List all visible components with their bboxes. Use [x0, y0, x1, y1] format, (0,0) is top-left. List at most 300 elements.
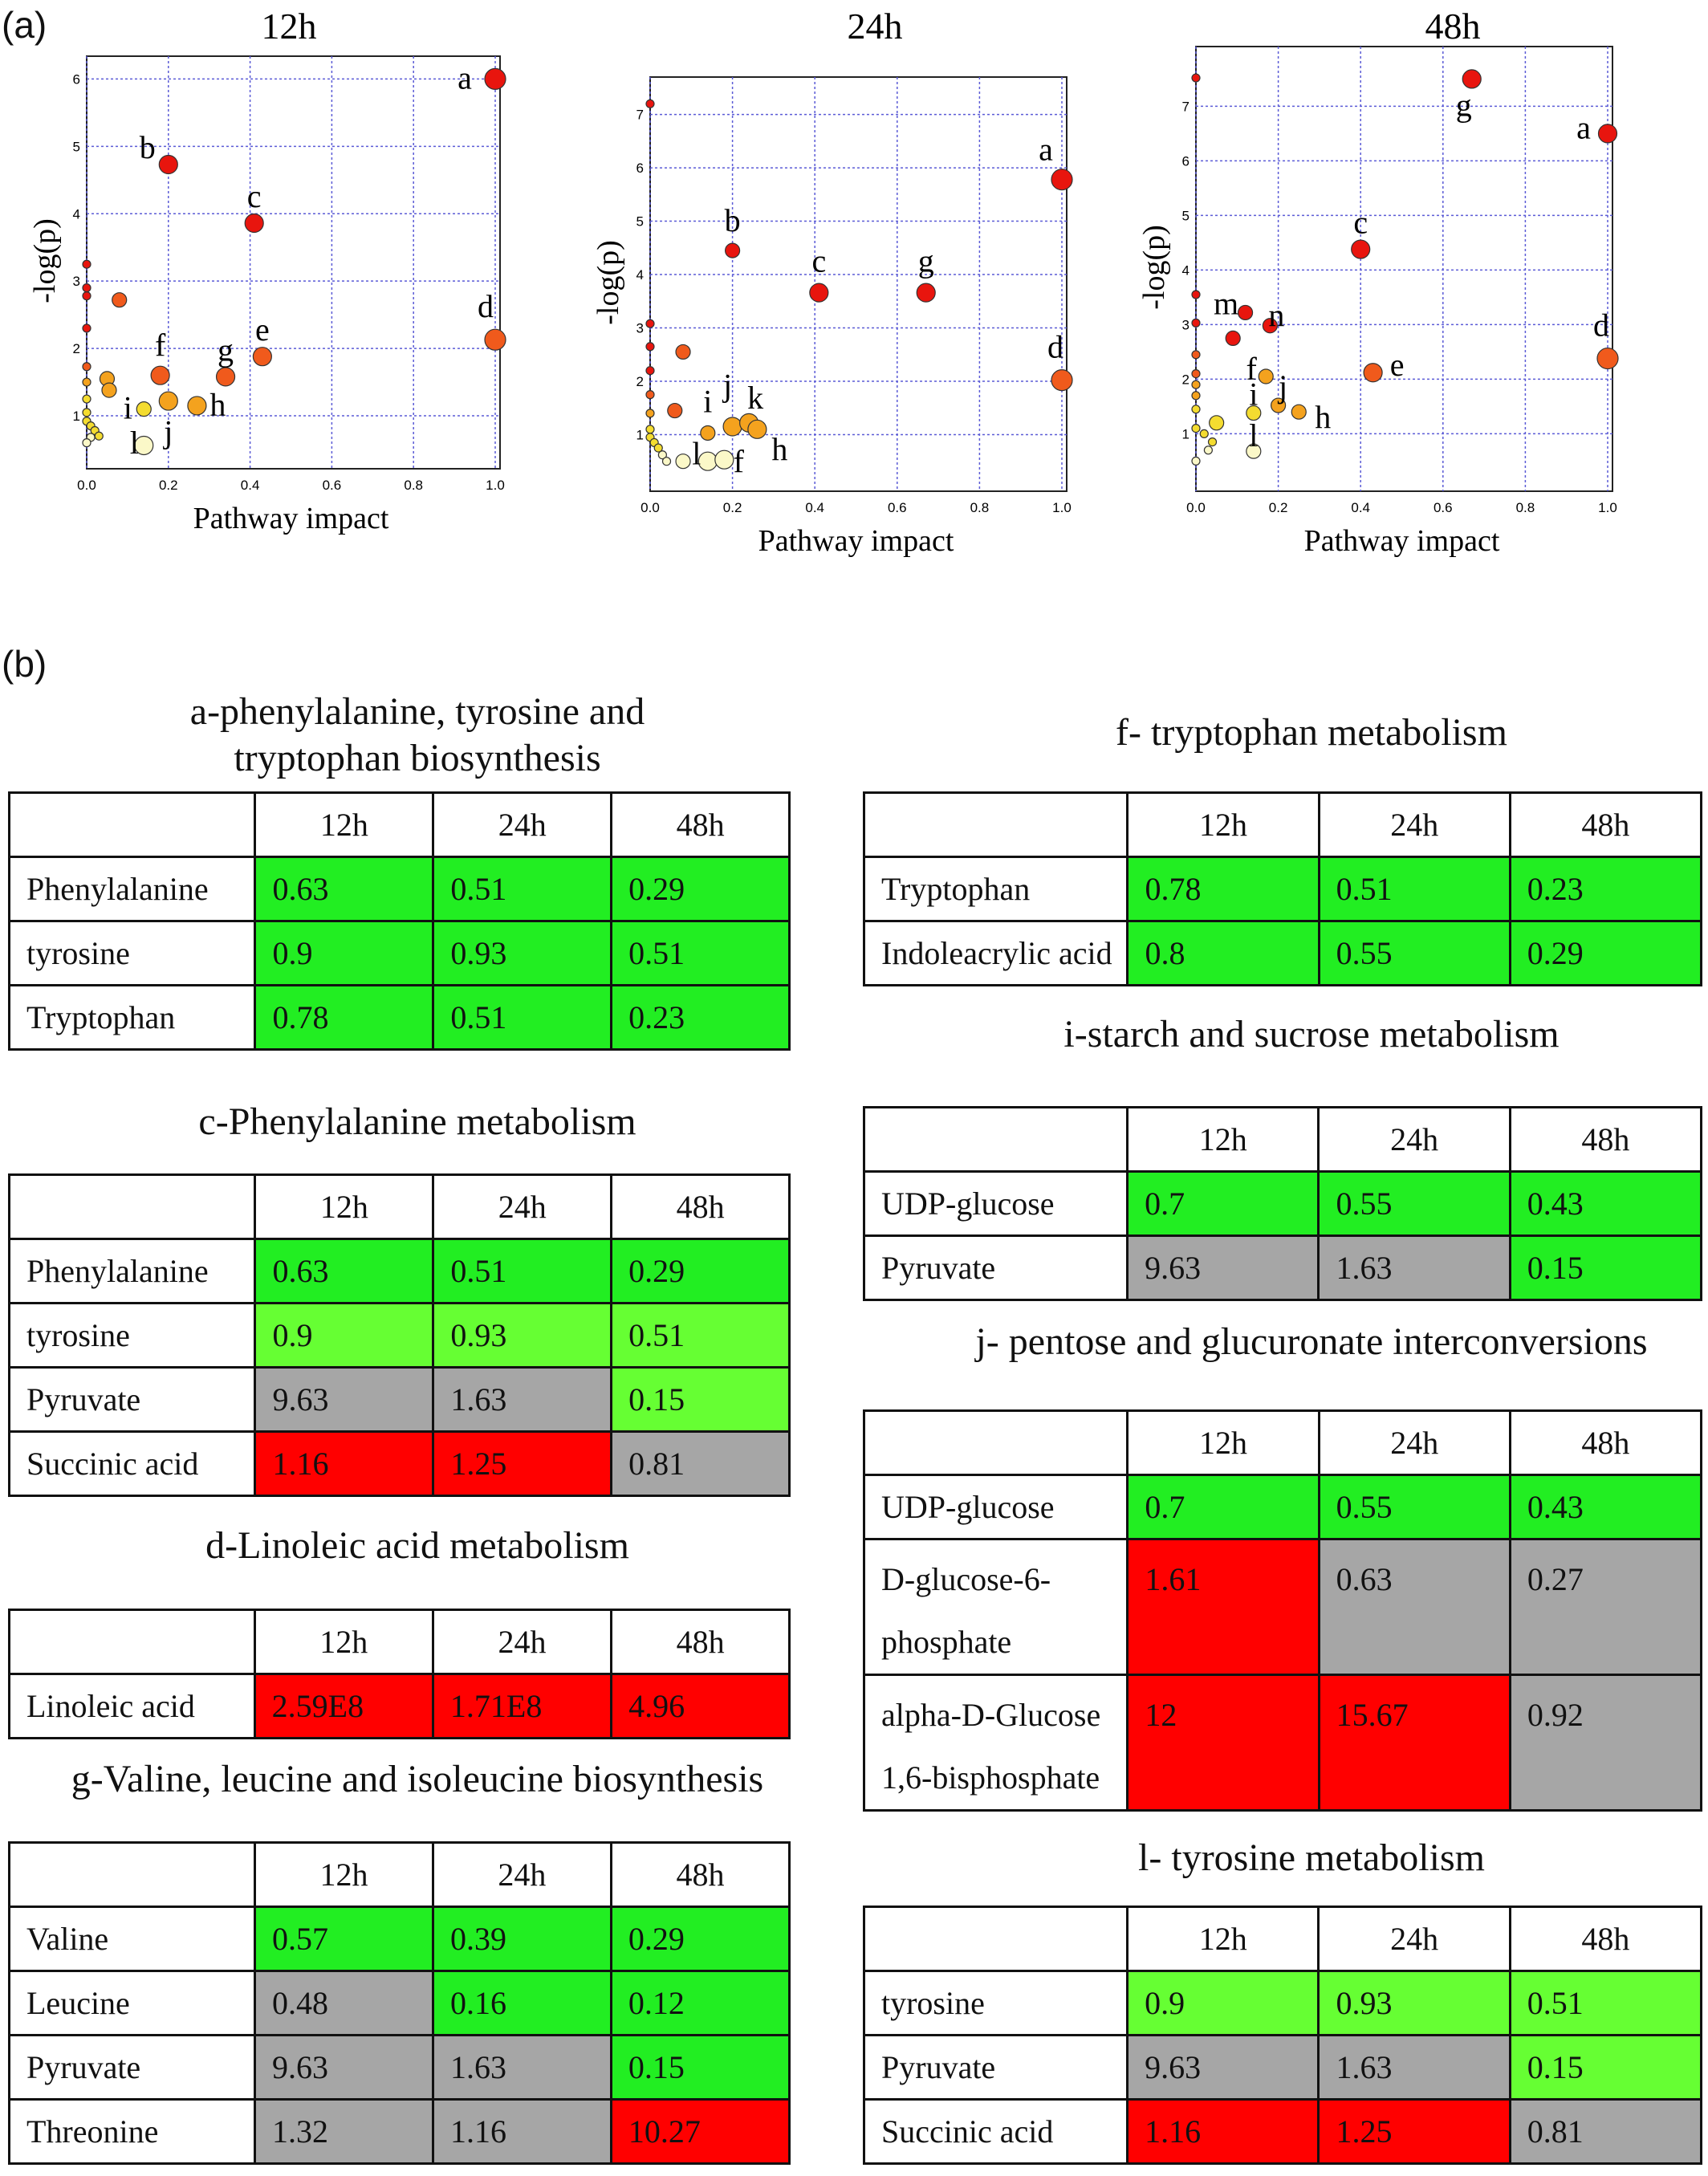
metabolite-name-line: Indoleacrylic acid — [881, 935, 1112, 971]
table-row — [864, 1675, 1702, 1811]
data-point — [1597, 348, 1618, 369]
table-title — [886, 1011, 1708, 1058]
table-header-row — [864, 793, 1702, 857]
metabolite-name-line: Pyruvate — [26, 1381, 141, 1417]
metabolite-name — [10, 986, 255, 1050]
y-tick-label: 1 — [1181, 426, 1190, 442]
fold-change-cell: 0.15 — [611, 2036, 789, 2100]
y-tick-label: 5 — [1181, 208, 1190, 224]
metabolite-name — [864, 1172, 1128, 1236]
table-title — [0, 1756, 843, 1803]
fold-change-cell: 0.12 — [611, 1971, 789, 2036]
fold-change-cell: 0.43 — [1510, 1475, 1701, 1539]
fold-change-cell: 0.57 — [255, 1907, 433, 1971]
fold-change-cell: 0.15 — [1510, 2036, 1701, 2100]
header-empty-cell — [10, 1843, 255, 1907]
fold-change-cell: 0.93 — [1319, 1971, 1510, 2036]
x-axis-label: Pathway impact — [1303, 524, 1500, 558]
table-row — [10, 1239, 790, 1304]
fold-change-cell: 0.55 — [1319, 921, 1510, 986]
fold-change-cell: 0.9 — [255, 1304, 433, 1368]
column-header: 48h — [1510, 1907, 1701, 1971]
table-title — [0, 689, 843, 782]
table-row — [864, 1172, 1702, 1236]
data-point — [646, 367, 654, 375]
metabolite-name-line: Pyruvate — [26, 2049, 141, 2085]
data-point — [1226, 331, 1240, 345]
metabolite-name — [10, 1674, 255, 1739]
y-tick-label: 4 — [636, 267, 644, 283]
y-tick-label: 7 — [636, 107, 644, 123]
fold-change-cell: 0.78 — [255, 986, 433, 1050]
table-title — [886, 1835, 1708, 1881]
table-row — [864, 2100, 1702, 2164]
fold-change-cell: 15.67 — [1319, 1675, 1510, 1811]
table-header-row — [10, 1843, 790, 1907]
data-point — [83, 292, 91, 300]
y-tick-label: 5 — [72, 139, 80, 155]
fold-change-cell: 0.63 — [1319, 1539, 1510, 1675]
data-point — [1209, 438, 1217, 446]
chart-title: 48h — [1425, 6, 1481, 47]
metabolite-name-line: tyrosine — [26, 935, 130, 971]
fold-change-cell: 0.81 — [1510, 2100, 1701, 2164]
column-header: 12h — [1128, 1108, 1319, 1172]
table-row — [10, 857, 790, 921]
data-point — [646, 319, 654, 327]
fold-change-cell: 0.63 — [255, 1239, 433, 1304]
x-tick-label: 0.8 — [1515, 500, 1535, 515]
y-axis-label: -log(p) — [592, 240, 625, 325]
data-point — [485, 68, 506, 89]
table-row — [864, 1971, 1702, 2036]
fold-change-cell: 0.55 — [1319, 1172, 1510, 1236]
data-point — [112, 293, 127, 307]
data-point — [1051, 169, 1072, 190]
y-tick-label: 6 — [636, 161, 644, 177]
table-header-row — [10, 1175, 790, 1239]
point-label: l — [1249, 417, 1259, 454]
y-tick-label: 6 — [72, 71, 80, 87]
fold-change-cell: 9.63 — [255, 2036, 433, 2100]
metabolite-name — [10, 2036, 255, 2100]
fold-change-cell: 0.23 — [1510, 857, 1701, 921]
header-empty-cell — [10, 1175, 255, 1239]
point-label: a — [1576, 109, 1591, 146]
metabolite-name-line: tyrosine — [26, 1317, 130, 1353]
column-header: 48h — [612, 1175, 790, 1239]
point-label: e — [254, 311, 270, 348]
pathway-impact-scatter-plots — [0, 0, 1708, 610]
chart-title: 24h — [847, 6, 903, 47]
data-point — [83, 260, 91, 268]
column-header: 24h — [433, 1610, 611, 1674]
data-point — [646, 343, 654, 351]
fold-change-cell: 1.71E8 — [433, 1674, 611, 1739]
metabolite-name — [864, 1236, 1128, 1300]
panel-b-label: (b) — [2, 643, 47, 685]
x-tick-label: 0.0 — [77, 478, 96, 493]
metabolite-name-line: Leucine — [26, 1985, 130, 2021]
table-title — [0, 1523, 843, 1569]
point-label: f — [1246, 351, 1257, 387]
fold-change-cell: 0.63 — [255, 857, 433, 921]
data-point — [1192, 405, 1200, 413]
fold-change-cell: 1.16 — [1128, 2100, 1319, 2164]
data-point — [715, 450, 734, 469]
point-label: k — [747, 379, 764, 416]
pathway-table — [8, 1173, 791, 1497]
table-header-row — [864, 1108, 1702, 1172]
data-point — [83, 284, 91, 292]
data-point — [83, 409, 91, 417]
y-tick-label: 2 — [636, 373, 644, 389]
y-tick-label: 3 — [1181, 317, 1190, 333]
point-label: h — [1315, 399, 1332, 436]
data-point — [1364, 364, 1382, 382]
y-axis-label: -log(p) — [1137, 225, 1171, 310]
data-point — [151, 366, 169, 384]
metabolite-name — [10, 2100, 255, 2164]
y-tick-label: 2 — [1181, 372, 1190, 388]
data-point — [1192, 74, 1200, 82]
metabolite-name — [864, 1539, 1128, 1675]
y-tick-label: 1 — [636, 427, 644, 443]
point-label: a — [458, 59, 472, 96]
metabolite-name-line: Tryptophan — [881, 871, 1031, 907]
fold-change-cell: 2.59E8 — [254, 1674, 433, 1739]
fold-change-cell: 0.15 — [612, 1368, 790, 1432]
data-point — [1192, 351, 1200, 359]
pathway-table — [863, 1906, 1702, 2165]
fold-change-cell: 0.51 — [612, 921, 790, 986]
fold-change-cell: 12 — [1128, 1675, 1319, 1811]
table-row — [10, 2036, 790, 2100]
table-row — [10, 1304, 790, 1368]
plot-frame — [1196, 47, 1612, 491]
table-row — [864, 1236, 1702, 1300]
data-point — [245, 214, 263, 233]
column-header: 12h — [1128, 1907, 1319, 1971]
table-title-line: i-starch and sucrose metabolism — [1063, 1013, 1560, 1055]
x-tick-label: 0.8 — [404, 478, 424, 493]
x-tick-label: 1.0 — [1052, 500, 1072, 515]
fold-change-cell: 10.27 — [611, 2100, 789, 2164]
fold-change-cell: 1.25 — [1319, 2100, 1510, 2164]
x-tick-label: 0.8 — [970, 500, 990, 515]
y-tick-label: 3 — [72, 274, 80, 290]
y-tick-label: 2 — [72, 341, 80, 357]
x-tick-label: 0.0 — [640, 500, 660, 515]
fold-change-cell: 9.63 — [255, 1368, 433, 1432]
y-tick-label: 5 — [636, 214, 644, 230]
table-header-row — [864, 1411, 1702, 1475]
metabolite-name-line: Linoleic acid — [26, 1688, 195, 1724]
point-label: n — [1268, 296, 1285, 333]
data-point — [1192, 291, 1200, 299]
data-point — [83, 324, 91, 332]
fold-change-cell: 0.29 — [1510, 921, 1701, 986]
data-point — [83, 395, 91, 403]
data-point — [95, 432, 103, 440]
data-point — [102, 383, 116, 397]
fold-change-cell: 1.16 — [255, 1432, 433, 1496]
point-label: e — [1389, 347, 1405, 384]
point-label: g — [218, 331, 234, 368]
fold-change-cell: 9.63 — [1128, 2036, 1319, 2100]
fold-change-cell: 1.63 — [433, 2036, 611, 2100]
fold-change-cell: 0.9 — [255, 921, 433, 986]
fold-change-cell: 0.7 — [1128, 1172, 1319, 1236]
fold-change-cell: 1.16 — [433, 2100, 611, 2164]
fold-change-cell: 0.39 — [433, 1907, 611, 1971]
column-header: 12h — [1128, 1411, 1319, 1475]
metabolite-name — [10, 1239, 255, 1304]
x-tick-label: 0.2 — [158, 478, 178, 493]
data-point — [1192, 319, 1200, 327]
metabolite-name — [864, 1675, 1128, 1811]
table-title-line: a-phenylalanine, tyrosine and — [189, 690, 645, 733]
data-point — [646, 391, 654, 399]
data-point — [159, 155, 177, 173]
data-point — [1192, 425, 1200, 433]
table-row — [864, 857, 1702, 921]
table-row — [864, 1539, 1702, 1675]
table-row — [10, 986, 790, 1050]
pathway-table — [8, 1609, 791, 1739]
table-header-row — [864, 1907, 1702, 1971]
x-tick-label: 0.2 — [1268, 500, 1288, 515]
table-row — [10, 1432, 790, 1496]
point-label: d — [1047, 328, 1063, 365]
y-tick-label: 6 — [1181, 153, 1190, 169]
fold-change-cell: 0.51 — [1510, 1971, 1701, 2036]
column-header: 24h — [433, 793, 612, 857]
fold-change-cell: 0.78 — [1128, 857, 1319, 921]
metabolite-name-line: phosphate — [881, 1624, 1012, 1660]
table-row — [10, 1674, 790, 1739]
data-point — [136, 402, 151, 417]
fold-change-cell: 0.23 — [612, 986, 790, 1050]
point-label: i — [123, 389, 132, 426]
column-header: 24h — [1319, 1907, 1510, 1971]
column-header: 12h — [255, 1843, 433, 1907]
column-header: 48h — [1510, 1108, 1701, 1172]
pathway-table — [863, 791, 1702, 986]
column-header: 48h — [1510, 793, 1701, 857]
metabolite-name — [10, 1907, 255, 1971]
point-label: m — [1213, 285, 1239, 322]
fold-change-cell: 1.63 — [1319, 1236, 1510, 1300]
table-title — [886, 710, 1708, 756]
table-row — [864, 1475, 1702, 1539]
fold-change-cell: 0.51 — [433, 857, 612, 921]
metabolite-name — [10, 1368, 255, 1432]
table-row — [864, 2036, 1702, 2100]
data-point — [1051, 370, 1072, 391]
x-tick-label: 0.2 — [722, 500, 742, 515]
x-tick-label: 0.6 — [887, 500, 907, 515]
fold-change-cell: 0.43 — [1510, 1172, 1701, 1236]
scatter-chart-12h — [28, 6, 506, 535]
data-point — [1462, 70, 1481, 88]
point-label: b — [139, 128, 156, 165]
fold-change-cell: 1.32 — [255, 2100, 433, 2164]
data-point — [676, 454, 690, 469]
data-point — [1352, 240, 1370, 258]
table-title-line: f- tryptophan metabolism — [1116, 711, 1507, 754]
point-label: d — [478, 288, 494, 325]
fold-change-cell: 1.63 — [1319, 2036, 1510, 2100]
data-point — [1192, 457, 1200, 465]
metabolite-name-line: alpha-D-Glucose — [881, 1697, 1101, 1733]
point-label: h — [771, 430, 788, 467]
y-tick-label: 7 — [1181, 99, 1190, 115]
metabolite-name-line: Pyruvate — [881, 1250, 996, 1286]
y-tick-label: 1 — [72, 409, 80, 425]
data-point — [485, 329, 506, 350]
y-axis-label: -log(p) — [28, 218, 62, 303]
data-point — [810, 283, 828, 302]
data-point — [917, 283, 935, 302]
data-point — [1204, 446, 1212, 454]
data-point — [159, 392, 177, 410]
column-header: 24h — [433, 1843, 611, 1907]
table-row — [10, 1368, 790, 1432]
data-point — [83, 439, 91, 447]
data-point — [1238, 305, 1253, 319]
data-point — [188, 397, 206, 415]
x-tick-label: 0.0 — [1186, 500, 1206, 515]
metabolite-name-line: Phenylalanine — [26, 1253, 209, 1289]
y-tick-label: 3 — [636, 320, 644, 336]
column-header: 12h — [255, 793, 433, 857]
column-header: 12h — [255, 1175, 433, 1239]
metabolite-name — [10, 857, 255, 921]
fold-change-cell: 4.96 — [612, 1674, 790, 1739]
x-tick-label: 0.6 — [1433, 500, 1453, 515]
metabolite-name — [864, 857, 1128, 921]
metabolite-name-line: Threonine — [26, 2113, 159, 2150]
metabolite-name-line: Valine — [26, 1921, 109, 1957]
x-tick-label: 1.0 — [486, 478, 505, 493]
data-point — [726, 243, 740, 258]
point-label: j — [723, 367, 733, 404]
metabolite-name — [864, 2100, 1128, 2164]
metabolite-name-line: Succinic acid — [881, 2113, 1054, 2150]
fold-change-cell: 1.61 — [1128, 1539, 1319, 1675]
point-label: l — [129, 424, 139, 461]
point-label: j — [164, 413, 173, 450]
data-point — [748, 420, 767, 438]
pathway-table — [8, 1841, 791, 2165]
x-tick-label: 0.4 — [805, 500, 825, 515]
table-title-line: j- pentose and glucuronate interconversions — [975, 1320, 1648, 1363]
point-label: g — [1455, 87, 1472, 124]
metabolite-name — [10, 1432, 255, 1496]
metabolite-name-line: Succinic acid — [26, 1446, 199, 1482]
metabolite-name — [864, 1971, 1128, 2036]
point-label: j — [1279, 368, 1288, 405]
fold-change-cell: 0.93 — [433, 921, 612, 986]
fold-change-cell: 1.25 — [433, 1432, 612, 1496]
fold-change-cell: 9.63 — [1128, 1236, 1319, 1300]
x-tick-label: 1.0 — [1598, 500, 1617, 515]
data-point — [663, 458, 671, 466]
table-title-line: g-Valine, leucine and isoleucine biosynthesis — [71, 1758, 764, 1800]
fold-change-cell: 1.63 — [433, 1368, 612, 1432]
table-row — [10, 921, 790, 986]
point-label: a — [1039, 131, 1053, 168]
fold-change-cell: 0.48 — [255, 1971, 433, 2036]
point-label: f — [154, 327, 166, 364]
data-point — [253, 348, 271, 366]
fold-change-cell: 0.51 — [433, 986, 612, 1050]
point-label: c — [1353, 204, 1368, 241]
metabolite-name-line: Pyruvate — [881, 2049, 996, 2085]
header-empty-cell — [10, 793, 255, 857]
metabolite-name-line: Tryptophan — [26, 999, 176, 1035]
table-row — [864, 921, 1702, 986]
point-label: f — [733, 443, 745, 480]
point-label: b — [724, 202, 741, 239]
x-axis-label: Pathway impact — [758, 524, 954, 558]
header-empty-cell — [864, 793, 1128, 857]
fold-change-cell: 0.9 — [1128, 1971, 1319, 2036]
point-label: c — [811, 242, 827, 279]
fold-change-cell: 0.15 — [1510, 1236, 1701, 1300]
data-point — [1192, 392, 1200, 400]
fold-change-cell: 0.29 — [612, 1239, 790, 1304]
x-tick-label: 0.6 — [322, 478, 342, 493]
fold-change-cell: 0.27 — [1510, 1539, 1701, 1675]
fold-change-cell: 0.81 — [612, 1432, 790, 1496]
fold-change-cell: 0.7 — [1128, 1475, 1319, 1539]
header-empty-cell — [10, 1610, 255, 1674]
column-header: 48h — [1510, 1411, 1701, 1475]
table-header-row — [10, 793, 790, 857]
metabolite-name-line: Phenylalanine — [26, 871, 209, 907]
fold-change-cell: 0.16 — [433, 1971, 611, 2036]
fold-change-cell: 0.93 — [433, 1304, 612, 1368]
metabolite-name — [864, 1475, 1128, 1539]
table-title-line: d-Linoleic acid metabolism — [205, 1524, 629, 1567]
column-header: 48h — [612, 1610, 790, 1674]
data-point — [646, 409, 654, 417]
data-point — [1192, 380, 1200, 388]
data-point — [1210, 416, 1224, 430]
fold-change-cell: 0.92 — [1510, 1675, 1701, 1811]
column-header: 24h — [1319, 793, 1510, 857]
data-point — [668, 404, 682, 418]
x-tick-label: 0.4 — [240, 478, 260, 493]
metabolite-name-line: tyrosine — [881, 1985, 985, 2021]
metabolite-name-line: UDP-glucose — [881, 1489, 1055, 1525]
data-point — [701, 425, 715, 440]
x-axis-label: Pathway impact — [193, 502, 389, 535]
point-label: g — [917, 242, 934, 279]
metabolite-name — [10, 921, 255, 986]
table-row — [10, 2100, 790, 2164]
fold-change-cell: 0.29 — [612, 857, 790, 921]
metabolite-name-line: 1,6-bisphosphate — [881, 1759, 1100, 1796]
metabolite-name — [10, 1971, 255, 2036]
column-header: 12h — [1128, 793, 1319, 857]
table-title-line: c-Phenylalanine metabolism — [198, 1100, 636, 1143]
data-point — [83, 378, 91, 386]
fold-change-cell: 0.55 — [1319, 1475, 1510, 1539]
data-point — [83, 363, 91, 371]
